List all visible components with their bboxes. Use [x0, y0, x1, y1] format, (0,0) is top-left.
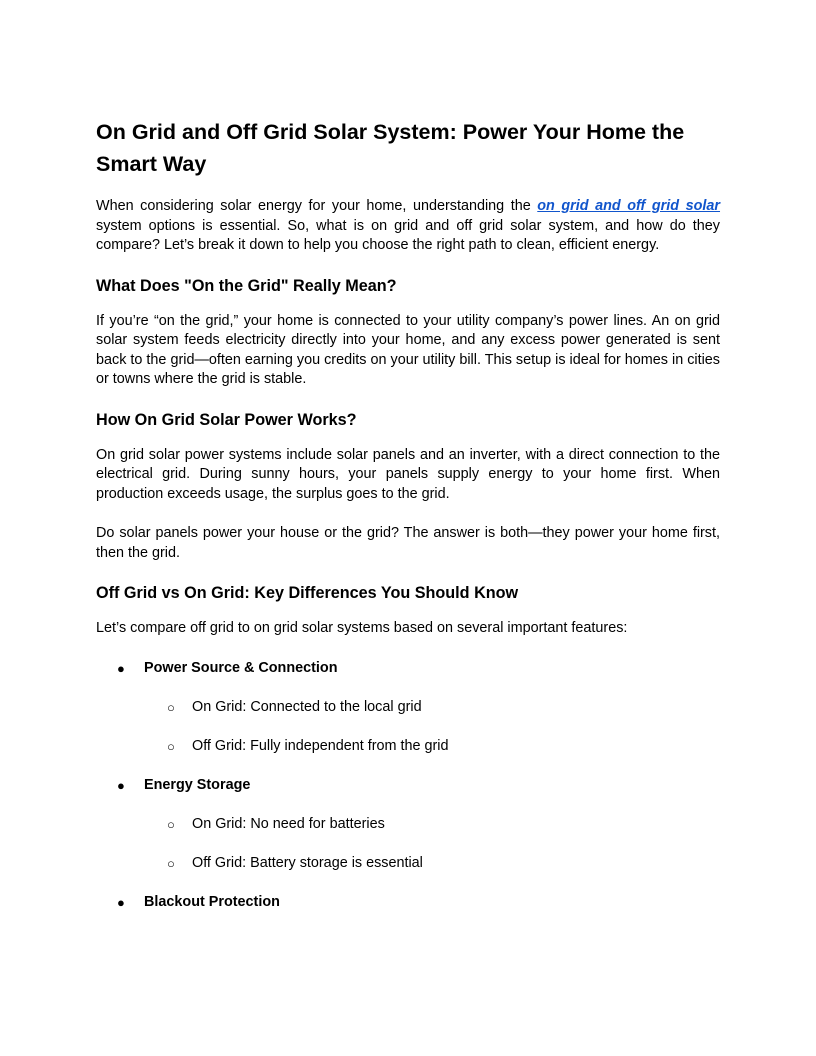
list-item-power-source [96, 659, 720, 678]
list-item-label: Blackout Protection [144, 893, 280, 910]
bullet-icon: ● [117, 660, 125, 676]
list-item-blackout-protection [96, 893, 720, 912]
sub-list-item [96, 815, 720, 834]
intro-paragraph [96, 197, 720, 256]
intro-text-before: When considering solar energy for your home, understanding the [96, 198, 538, 214]
bullet-icon: ● [117, 777, 125, 793]
solar-system-link[interactable]: on grid and off grid solar [537, 198, 721, 214]
section-heading-on-the-grid: What Does "On the Grid" Really Mean? [96, 276, 397, 295]
hollow-bullet-icon: ○ [167, 855, 175, 871]
section-heading-how-it-works: How On Grid Solar Power Works? [96, 410, 357, 429]
list-item-label: Power Source & Connection [144, 659, 338, 676]
hollow-bullet-icon: ○ [167, 738, 175, 754]
list-item-label: Energy Storage [144, 776, 251, 793]
sub-list-item-text: Off Grid: Battery storage is essential [192, 854, 423, 871]
section-paragraph-power-house-or-grid: Do solar panels power your house or the grid? The answer is both—they power your home first, then the grid. [96, 525, 720, 561]
sub-list-item [96, 854, 720, 873]
feature-list [96, 659, 720, 912]
section-paragraph-on-the-grid: If you’re “on the grid,” your home is connected to your utility company’s power lines. An on grid solar system feeds electricity directly into your home, and any excess power generated is sent back to the grid—often earning you credits on your utility bill. This setup is ideal for homes in cities or towns where the grid is stable. [96, 312, 720, 387]
sub-list-item [96, 737, 720, 756]
hollow-bullet-icon: ○ [167, 816, 175, 832]
sub-list-item-text: On Grid: Connected to the local grid [192, 698, 422, 715]
bullet-icon: ● [117, 894, 125, 910]
sub-list-item-text: On Grid: No need for batteries [192, 815, 385, 832]
sub-list-item [96, 698, 720, 717]
section-paragraph-compare-intro: Let’s compare off grid to on grid solar systems based on several important features: [96, 620, 628, 636]
section-heading-key-differences: Off Grid vs On Grid: Key Differences You Should Know [96, 584, 519, 602]
sub-list-item-text: Off Grid: Fully independent from the grid [192, 737, 449, 754]
section-paragraph-how-it-works: On grid solar power systems include solar panels and an inverter, with a direct connection to the electrical grid. During sunny hours, your panels supply energy to your home first. When production exceeds usage, the surplus goes to the grid. [96, 446, 720, 502]
list-item-energy-storage [96, 776, 720, 795]
document-title: On Grid and Off Grid Solar System: Power Your Home the Smart Way [96, 120, 685, 176]
intro-text-after: system options is essential. So, what is on grid and off grid solar system, and how do they compare? Let’s break it down to help you choose the right path to clean, efficient energy. [96, 217, 720, 253]
hollow-bullet-icon: ○ [167, 699, 175, 715]
